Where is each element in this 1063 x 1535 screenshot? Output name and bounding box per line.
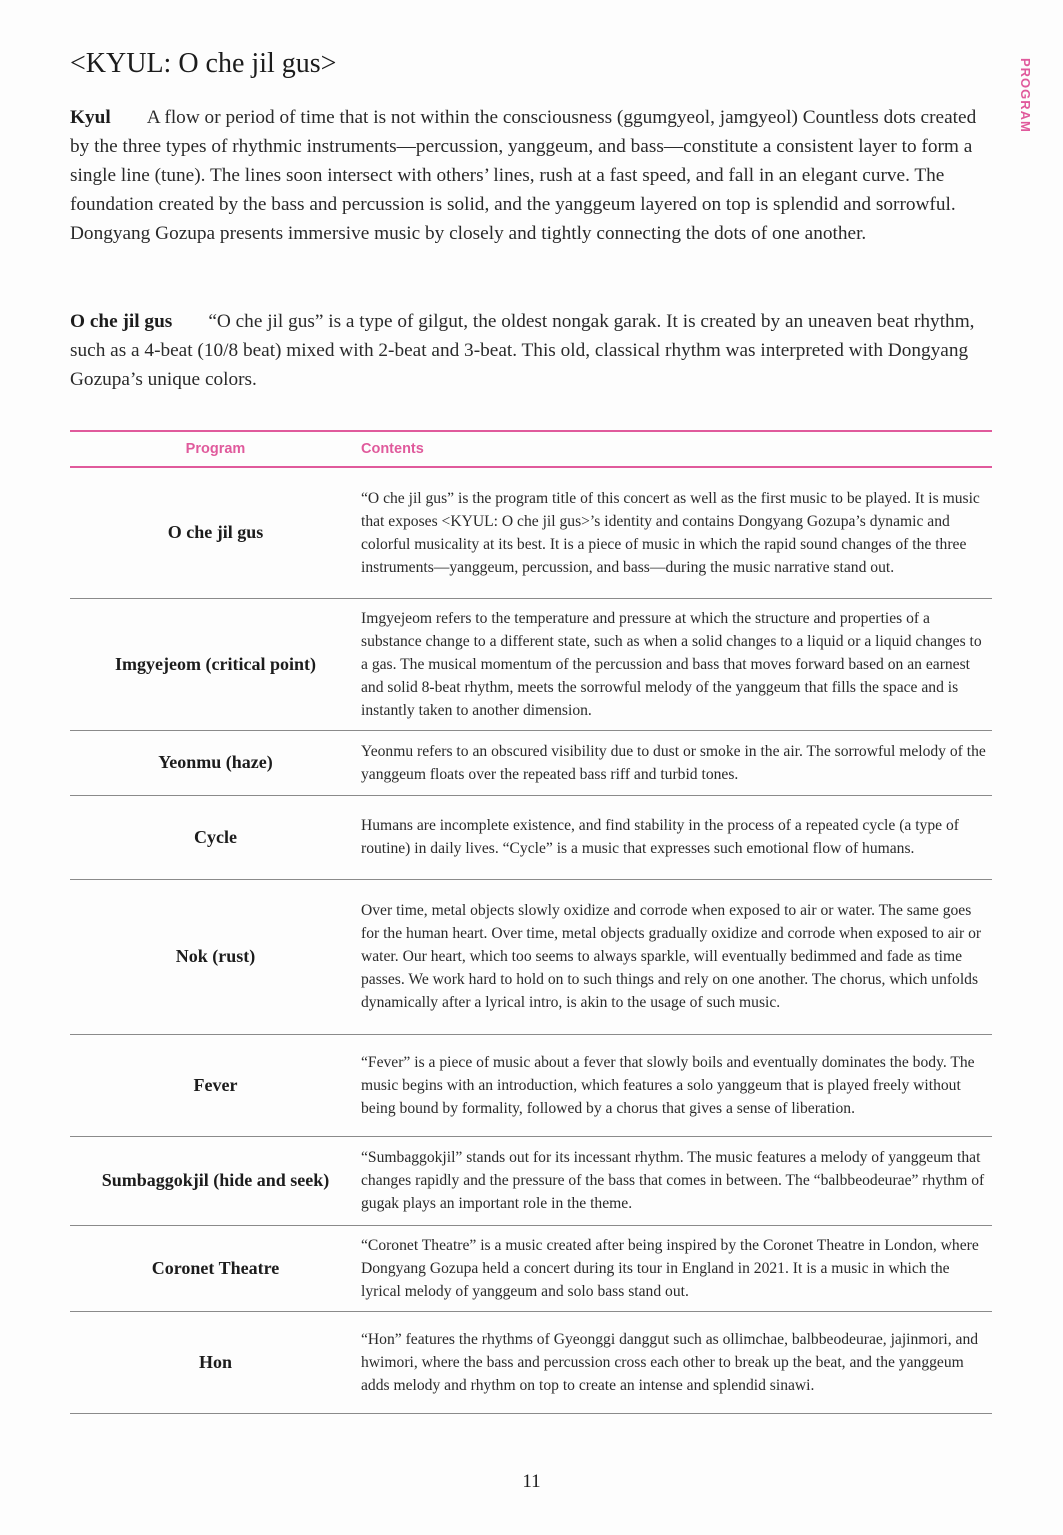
table-row — [70, 795, 992, 879]
intro-term-o-che-jil-gus: O che jil gus — [70, 311, 173, 332]
table-row — [70, 1311, 992, 1413]
table-row — [70, 1034, 992, 1136]
table-row — [70, 467, 992, 598]
program-description: “Fever” is a piece of music about a fever that slowly boils and eventually dominates the body. The music begins with an introduction, which features a solo yanggeum that is played freely without being bound by formality, followed by a chorus that gives a sense of liberation. — [361, 1034, 992, 1136]
table-row — [70, 1136, 992, 1225]
program-name: Yeonmu (haze) — [70, 730, 361, 795]
intro-paragraph-kyul — [70, 103, 992, 248]
program-description: Imgyejeom refers to the temperature and pressure at which the structure and properties of a substance change to a different state, such as when a solid changes to a liquid or a liquid changes to a gas. The musical momentum of the percussion and bass that moves forward based on an earnest and solid 8-beat rhythm, meets the sorrowful melody of the yanggeum that fills the space and is instantly taken to another dimension. — [361, 598, 992, 730]
program-description: “Sumbaggokjil” stands out for its incessant rhythm. The music features a melody of yanggeum that changes rapidly and the pressure of the bass that comes in between. The “balbbeodeurae” rhythm of gugak plays an important role in the theme. — [361, 1136, 992, 1225]
program-name: Sumbaggokjil (hide and seek) — [70, 1136, 361, 1225]
section-side-label: PROGRAM — [1018, 58, 1033, 133]
table-row — [70, 1225, 992, 1311]
program-description: Over time, metal objects slowly oxidize and corrode when exposed to air or water. The same goes for the human heart. Over time, metal objects gradually oxidize and corrode when exposed to air or water. Our heart, which too seems to always sparkle, will eventually bedimmed and fade as time passes. We work hard to hold on to such things and rely on one another. The chorus, which unfolds dynamically after a lyrical intro, is akin to the usage of such music. — [361, 879, 992, 1034]
page-title: <KYUL: O che jil gus> — [70, 48, 337, 79]
program-table-header — [70, 431, 992, 467]
program-name: Hon — [70, 1311, 361, 1413]
program-description: “Hon” features the rhythms of Gyeonggi danggut such as ollimchae, balbbeodeurae, jajinmori, and hwimori, where the bass and percussion cross each other to break up the beat, and the yanggeum adds melody and rhythm on top to create an intense and splendid sinawi. — [361, 1311, 992, 1413]
page-number: 11 — [522, 1471, 541, 1492]
program-name: Cycle — [70, 795, 361, 879]
program-name: Fever — [70, 1034, 361, 1136]
program-description: “O che jil gus” is the program title of this concert as well as the first music to be played. It is music that exposes <KYUL: O che jil gus>’s identity and contains Dongyang Gozupa’s dynamic and colorful musicality at its best. It is a piece of music in which the rapid sound changes of the three instruments—yanggeum, percussion, and bass—during the music narrative stand out. — [361, 467, 992, 598]
program-description: Humans are incomplete existence, and find stability in the process of a repeated cycle (a type of routine) in daily lives. “Cycle” is a music that expresses such emotional flow of humans. — [361, 795, 992, 879]
header-program: Program — [70, 431, 361, 467]
intro-paragraph-o-che-jil-gus — [70, 307, 992, 394]
program-name: O che jil gus — [70, 467, 361, 598]
program-name: Coronet Theatre — [70, 1225, 361, 1311]
table-row — [70, 598, 992, 730]
program-table — [70, 430, 992, 1414]
intro-term-kyul: Kyul — [70, 107, 111, 128]
program-name: Imgyejeom (critical point) — [70, 598, 361, 730]
intro-text-o-che-jil-gus: “O che jil gus” is a type of gilgut, the oldest nongak garak. It is created by an uneaven beat rhythm, such as a 4-beat (10/8 beat) mixed with 2-beat and 3-beat. This old, classical rhythm was interpreted with Dongyang Gozupa’s unique colors. — [70, 311, 975, 390]
table-row — [70, 730, 992, 795]
program-name: Nok (rust) — [70, 879, 361, 1034]
table-row — [70, 879, 992, 1034]
program-description: “Coronet Theatre” is a music created after being inspired by the Coronet Theatre in London, where Dongyang Gozupa held a concert during its tour in England in 2021. It is a music in which the lyrical melody of yanggeum and solo bass stand out. — [361, 1225, 992, 1311]
program-description: Yeonmu refers to an obscured visibility due to dust or smoke in the air. The sorrowful melody of the yanggeum floats over the repeated bass riff and turbid tones. — [361, 730, 992, 795]
header-contents: Contents — [361, 431, 992, 467]
intro-text-kyul: A flow or period of time that is not within the consciousness (ggumgyeol, jamgyeol) Countless dots created by the three types of rhythmic instruments—percussion, yanggeum, and bass—constitute a consistent layer to form a single line (tune). The lines soon intersect with others’ lines, rush at a fast speed, and fall in an elegant curve. The foundation created by the bass and percussion is solid, and the yanggeum layered on top is splendid and sorrowful. Dongyang Gozupa presents immersive music by closely and tightly connecting the dots of one another. — [70, 107, 977, 244]
